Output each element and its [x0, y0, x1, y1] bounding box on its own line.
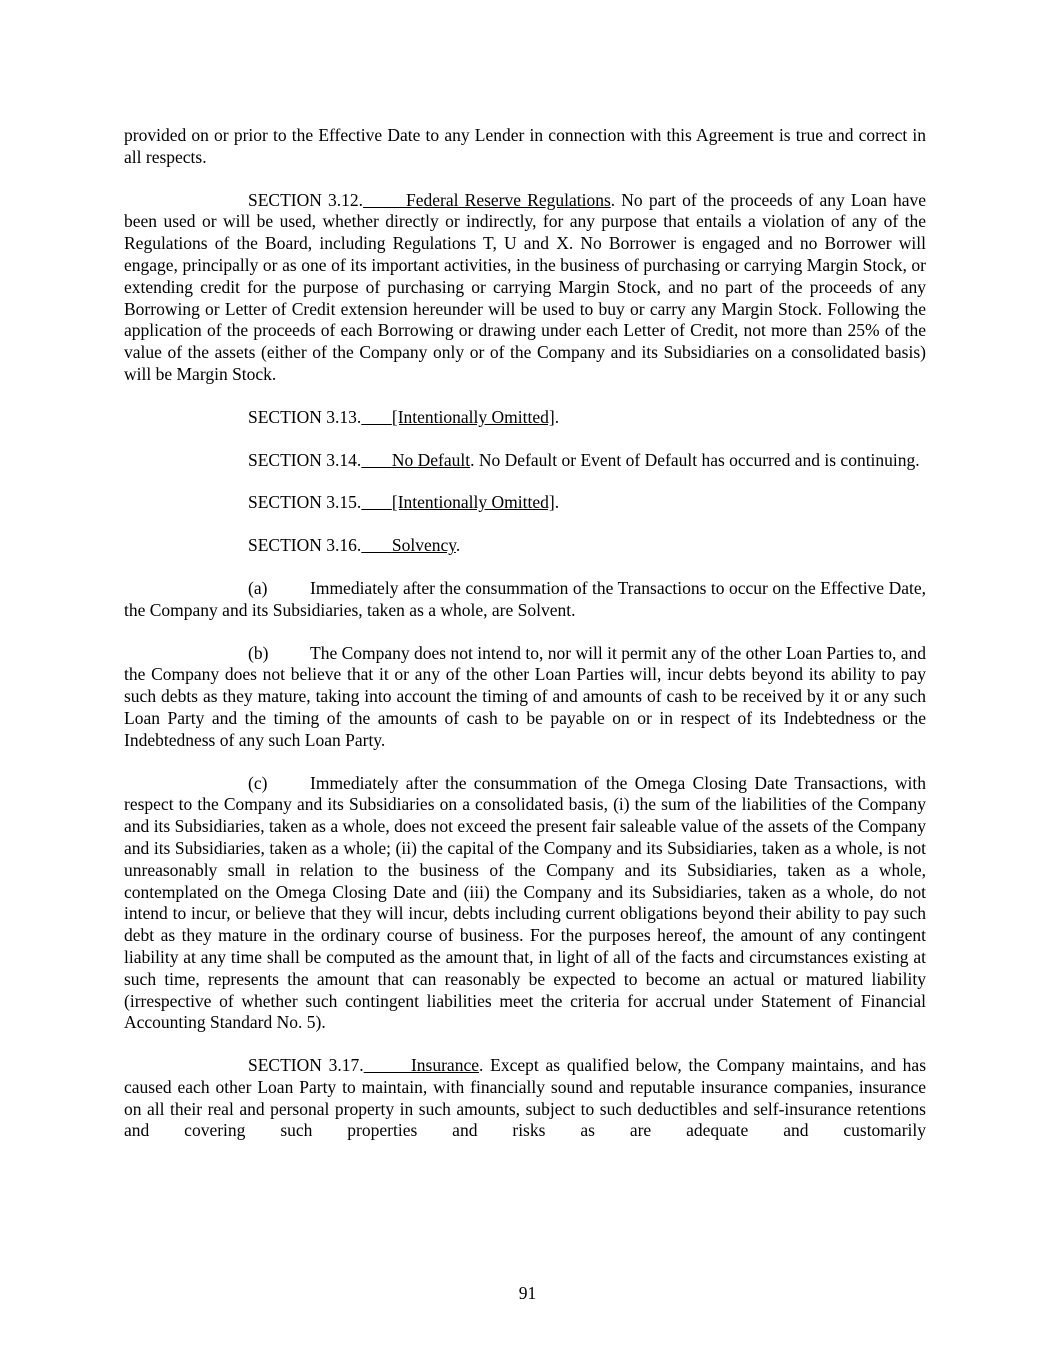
- section-3-16: SECTION 3.16. Solvency.: [248, 535, 461, 556]
- section-title: Solvency: [391, 535, 456, 556]
- section-3-12: SECTION 3.12. Federal Reserve Regulations. No part of the proceeds of any Loan have been used or will be used, whether directly or indirectly, for any purpose that entails a violation of any of the Regulations of the Board, including Regulations T, U and X. No Borrower is engaged and no Borrower will engage, principally or as one of its important activities, in the business of purchasing or carrying Margin Stock, or extending credit for the purpose of purchasing or carrying Margin Stock, and no part of the proceeds of any Borrowing or Letter of Credit extension hereunder will be used to buy or carry any Margin Stock. Following the application of the proceeds of each Borrowing or drawing under each Letter of Credit, not more than 25% of the value of the assets (either of the Company only or of the Company and its Subsidiaries on a consolidated basis) will be Margin Stock.: [124, 189, 927, 384]
- section-3-13: SECTION 3.13. [Intentionally Omitted].: [248, 406, 560, 427]
- subsection-text: Immediately after the consummation of the Transactions to occur on the Effective Date, the Company and its Subsidiaries, taken as a whole, are Solvent.: [124, 577, 926, 620]
- section-3-16-a: [124, 578, 926, 622]
- subsection-label: (b): [248, 642, 269, 663]
- section-title: No Default: [391, 449, 471, 470]
- document-page: [124, 125, 926, 1163]
- section-3-16-c: [124, 773, 926, 1035]
- section-3-17: SECTION 3.17. Insurance. Except as qualified below, the Company maintains, and has caused each other Loan Party to maintain, with financially sound and reputable insurance companies, insurance on all their real and personal property in such amounts, subject to such deductibles and self-insurance retentions and covering such properties and risks as are adequate and customarily: [124, 1055, 927, 1141]
- subsection-label: (c): [248, 772, 268, 793]
- section-number: SECTION 3.13.: [248, 406, 362, 427]
- section-title: Insurance: [410, 1055, 479, 1076]
- section-number: SECTION 3.12.: [248, 189, 364, 210]
- subsection-text: Immediately after the consummation of the Omega Closing Date Transactions, with respect to the Company and its Subsidiaries on a consolidated basis, (i) the sum of the liabilities of the Company and its Subsidiaries, taken as a whole, does not exceed the present fair saleable value of the assets of the Company and its Subsidiaries, taken as a whole; (ii) the capital of the Company and its Subsidiaries, taken as a whole, is not unreasonably small in relation to the business of the Company and its Subsidiaries, taken as a whole, contemplated on the Omega Closing Date and (iii) the Company and its Subsidiaries, taken as a whole, do not intend to incur, or believe that they will incur, debts including current obligations beyond their ability to pay such debt as they mature in the ordinary course of business. For the purposes hereof, the amount of any contingent liability at any time shall be computed as the amount that, in light of all of the facts and circumstances existing at such time, represents the amount that can reasonably be expected to become an actual or matured liability (irrespective of whether such contingent liabilities meet the criteria for accrual under Statement of Financial Accounting Standard No. 5).: [124, 772, 926, 1033]
- subsection-text: The Company does not intend to, nor will it permit any of the other Loan Parties to, and the Company does not believe that it or any of the other Loan Parties will, incur debts beyond its ability to pay such debts as they mature, taking into account the timing of and amounts of cash to be received by it or any such Loan Party and the timing of the amounts of cash to be payable on or in respect of its Indebtedness or the Indebtedness of any such Loan Party.: [124, 642, 926, 750]
- section-number: SECTION 3.14.: [248, 449, 362, 470]
- intro-paragraph: provided on or prior to the Effective Date to any Lender in connection with this Agreement is true and correct in all respects.: [124, 125, 926, 167]
- section-title: [Intentionally Omitted]: [391, 406, 555, 427]
- section-number: SECTION 3.17.: [248, 1055, 364, 1076]
- page-number: 91: [518, 1283, 537, 1303]
- section-body: Except as qualified below, the Company maintains, and has caused each other Loan Party to maintain, with financially sound and reputable insurance companies, insurance on all their real and personal property in such amounts, subject to such deductibles and self-insurance retentions and covering such properties and risks as are adequate and customarily: [124, 1055, 927, 1141]
- section-title: [Intentionally Omitted]: [391, 492, 555, 513]
- section-3-16-b: [124, 643, 926, 752]
- section-body: No Default or Event of Default has occurred and is continuing.: [478, 449, 920, 470]
- subsection-label: (a): [248, 577, 268, 598]
- section-title: Federal Reserve Regulations: [406, 189, 611, 210]
- section-number: SECTION 3.15.: [248, 492, 362, 513]
- section-3-15: SECTION 3.15. [Intentionally Omitted].: [248, 492, 560, 513]
- section-body: No part of the proceeds of any Loan have been used or will be used, whether directly or indirectly, for any purpose that entails a violation of any of the Regulations of the Board, including Regulations T, U and X. No Borrower is engaged and no Borrower will engage, principally or as one of its important activities, in the business of purchasing or carrying Margin Stock, or extending credit for the purpose of purchasing or carrying Margin Stock, and no part of the proceeds of any Borrowing or Letter of Credit extension hereunder will be used to buy or carry any Margin Stock. Following the application of the proceeds of each Borrowing or drawing under each Letter of Credit, not more than 25% of the value of the assets (either of the Company only or of the Company and its Subsidiaries on a consolidated basis) will be Margin Stock.: [124, 189, 927, 384]
- section-3-14: SECTION 3.14. No Default. No Default or Event of Default has occurred and is continuing.: [248, 449, 920, 470]
- section-number: SECTION 3.16.: [248, 535, 362, 556]
